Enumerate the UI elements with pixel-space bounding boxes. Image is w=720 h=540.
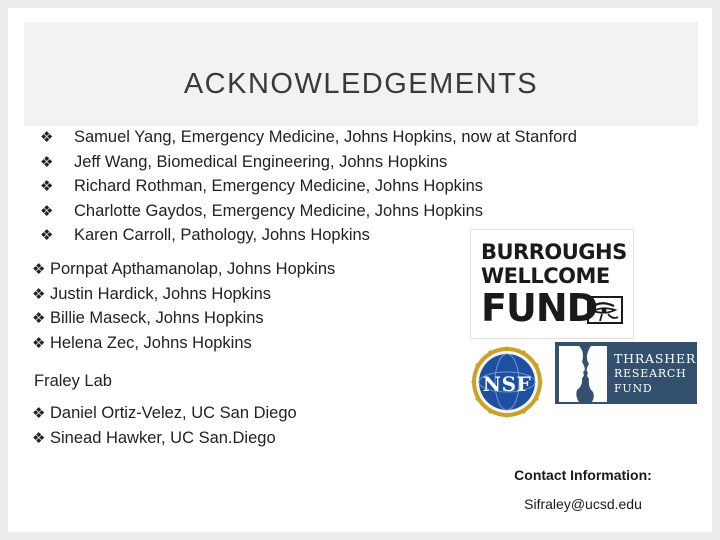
- acknowledgement-list-secondary: [32, 257, 335, 355]
- list-item-text: Justin Hardick, Johns Hopkins: [50, 284, 272, 303]
- diamond-bullet-icon: ❖: [32, 334, 46, 352]
- list-item-text: Richard Rothman, Emergency Medicine, Johns Hopkins: [74, 177, 484, 195]
- logo-text-line: FUND: [481, 286, 598, 330]
- logo-text-line: WELLCOME: [481, 264, 610, 288]
- list-item-text: Samuel Yang, Emergency Medicine, Johns Hopkins, now at Stanford: [74, 128, 577, 146]
- list-item: [32, 401, 297, 426]
- logo-text-line: RESEARCH: [614, 367, 687, 380]
- list-item: [32, 257, 335, 282]
- diamond-bullet-icon: ❖: [40, 129, 54, 146]
- diamond-bullet-icon: ❖: [32, 405, 46, 422]
- list-item: [32, 331, 335, 356]
- logo-text-line: THRASHER: [614, 351, 697, 366]
- eye-of-horus-icon: [587, 296, 623, 324]
- list-item: [32, 282, 335, 307]
- list-item-text: Karen Carroll, Pathology, Johns Hopkins: [74, 226, 370, 244]
- diamond-bullet-icon: ❖: [40, 202, 54, 220]
- acknowledgement-list-lab: [32, 401, 297, 450]
- diamond-bullet-icon: ❖: [40, 227, 54, 244]
- thrasher-research-fund-logo: [555, 342, 697, 404]
- contact-label: Contact Information:: [514, 467, 652, 483]
- list-item: [32, 306, 335, 331]
- lab-heading: Fraley Lab: [34, 372, 112, 390]
- nsf-logo-text: NSF: [482, 372, 532, 396]
- list-item-text: Pornpat Apthamanolap, Johns Hopkins: [50, 260, 336, 278]
- list-item: [40, 199, 577, 224]
- list-item-text: Daniel Ortiz-Velez, UC San Diego: [50, 404, 297, 422]
- slide-title: ACKNOWLEDGEMENTS: [183, 68, 539, 100]
- diamond-bullet-icon: ❖: [32, 261, 46, 278]
- list-item: [40, 150, 577, 175]
- twin-profile-icon: [555, 342, 611, 404]
- diamond-bullet-icon: ❖: [32, 285, 46, 303]
- list-item: [40, 174, 577, 199]
- diamond-bullet-icon: ❖: [32, 429, 46, 447]
- list-item: [32, 426, 297, 451]
- nsf-logo: [467, 345, 547, 419]
- contact-email: Sifraley@ucsd.edu: [524, 496, 642, 512]
- title-band: [24, 22, 698, 126]
- logo-text-line: BURROUGHS: [481, 240, 627, 264]
- diamond-bullet-icon: ❖: [40, 153, 54, 171]
- diamond-bullet-icon: ❖: [40, 178, 54, 195]
- logo-text-line: FUND: [614, 382, 653, 395]
- list-item-text: Jeff Wang, Biomedical Engineering, Johns Hopkins: [74, 152, 448, 171]
- list-item-text: Billie Maseck, Johns Hopkins: [50, 309, 264, 327]
- list-item-text: Sinead Hawker, UC San.Diego: [50, 428, 276, 447]
- list-item-text: Charlotte Gaydos, Emergency Medicine, Johns Hopkins: [74, 201, 484, 220]
- diamond-bullet-icon: ❖: [32, 310, 46, 327]
- list-item: [40, 125, 577, 150]
- burroughs-wellcome-logo: [470, 229, 634, 339]
- list-item-text: Helena Zec, Johns Hopkins: [50, 333, 252, 352]
